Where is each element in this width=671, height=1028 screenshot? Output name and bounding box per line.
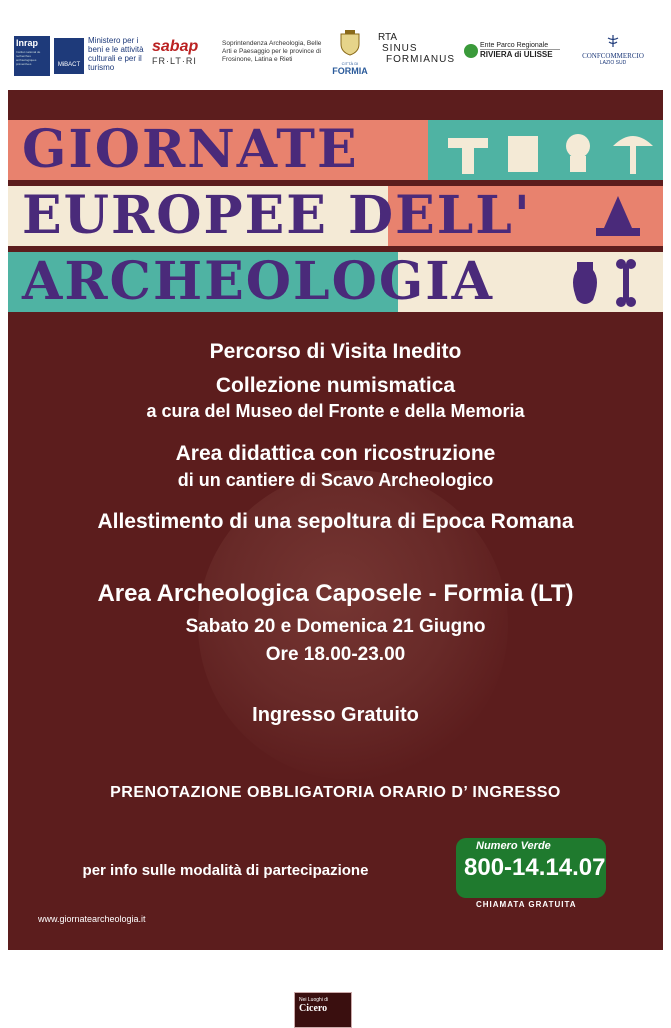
sabap-logo: [152, 38, 224, 66]
amphora-bone-icon: [563, 256, 653, 310]
crest-icon: [339, 30, 361, 56]
sabap-text: sabap: [152, 38, 199, 55]
entry-free: Ingresso Gratuito: [252, 704, 419, 726]
phone-note: CHIAMATA GRATUITA: [476, 900, 577, 909]
confcommercio-text: CONFCOMMERCIO: [582, 52, 644, 60]
program-item-4: Allestimento di una sepoltura di Epoca Romana: [97, 510, 574, 533]
parco-text-a: Ente Parco Regionale: [480, 42, 549, 49]
parco-logo: [480, 42, 560, 59]
venue-hours: Ore 18.00-23.00: [265, 644, 406, 665]
venue-place: Area Archeologica Caposele - Formia (LT): [97, 580, 574, 607]
inrap-sub: Institut national de recherches archéologiques préventives: [16, 50, 41, 66]
confcommercio-logo: [574, 34, 652, 66]
program-item-1: Percorso di Visita Inedito: [209, 340, 462, 363]
caduceus-icon: [606, 35, 620, 47]
formia-text: FORMIA: [332, 66, 368, 76]
cicero-text-b: Cicero: [299, 1003, 328, 1014]
title-band-2: [8, 186, 663, 246]
parco-icon: [464, 44, 478, 58]
cicero-logo: [294, 992, 352, 1028]
booking-notice: PRENOTAZIONE OBBLIGATORIA ORARIO D’ INGRESSO: [110, 784, 561, 801]
program-item-3-title: Area didattica con ricostruzione: [175, 442, 496, 465]
inrap-text: Inrap: [16, 38, 39, 48]
rta-text: RTA: [378, 32, 398, 43]
ministero-text: Ministero per i beni e le attività culturali e per il turismo: [88, 36, 144, 72]
title-band-3: [8, 252, 663, 312]
phone-label: Numero Verde: [476, 840, 551, 852]
website-link[interactable]: www.giornatearcheologia.it: [38, 914, 146, 924]
title-band-1: [8, 120, 663, 180]
archaeology-tools-icon: [438, 126, 658, 176]
formianus-text: FORMIANUS: [386, 54, 455, 65]
program-item-2-title: Collezione numismatica: [215, 374, 456, 397]
title-line-1: GIORNATE: [22, 119, 359, 180]
trowel-icon: [588, 192, 648, 242]
soprintendenza-text: Soprintendenza Archeologia, Belle Arti e Paesaggio per le province di Frosinone, Latina e Rieti: [222, 40, 322, 63]
program-item-2-sub: a cura del Museo del Fronte e della Memoria: [146, 401, 525, 421]
logo-bar: [8, 28, 663, 86]
sinus-text: SINUS: [382, 43, 418, 54]
mibact-text: MiBACT: [57, 62, 81, 68]
inrap-logo: [14, 36, 50, 76]
title-line-2: EUROPEE DELL': [22, 185, 532, 246]
phone-number: 800-14.14.07: [464, 854, 606, 881]
confcommercio-sub: LAZIO SUD: [599, 60, 627, 66]
info-text: per info sulle modalità di partecipazione: [82, 862, 369, 879]
program-item-3-sub: di un cantiere di Scavo Archeologico: [177, 470, 494, 490]
phone-badge[interactable]: [456, 838, 606, 912]
venue-dates: Sabato 20 e Domenica 21 Giugno: [185, 616, 486, 637]
mibact-logo: [54, 38, 84, 74]
title-line-3: ARCHEOLOGIA: [22, 251, 494, 312]
citta-text: CITTÀ DI: [341, 61, 359, 66]
formia-logo: [330, 30, 370, 76]
main-panel: [8, 90, 663, 1014]
rta-logo: [378, 32, 458, 65]
cicero-text-a: Nei Luoghi di: [299, 997, 329, 1003]
parco-text-b: RIVIERA di ULISSE: [480, 49, 560, 59]
sabap-city: FR·LT·RI: [152, 56, 197, 66]
